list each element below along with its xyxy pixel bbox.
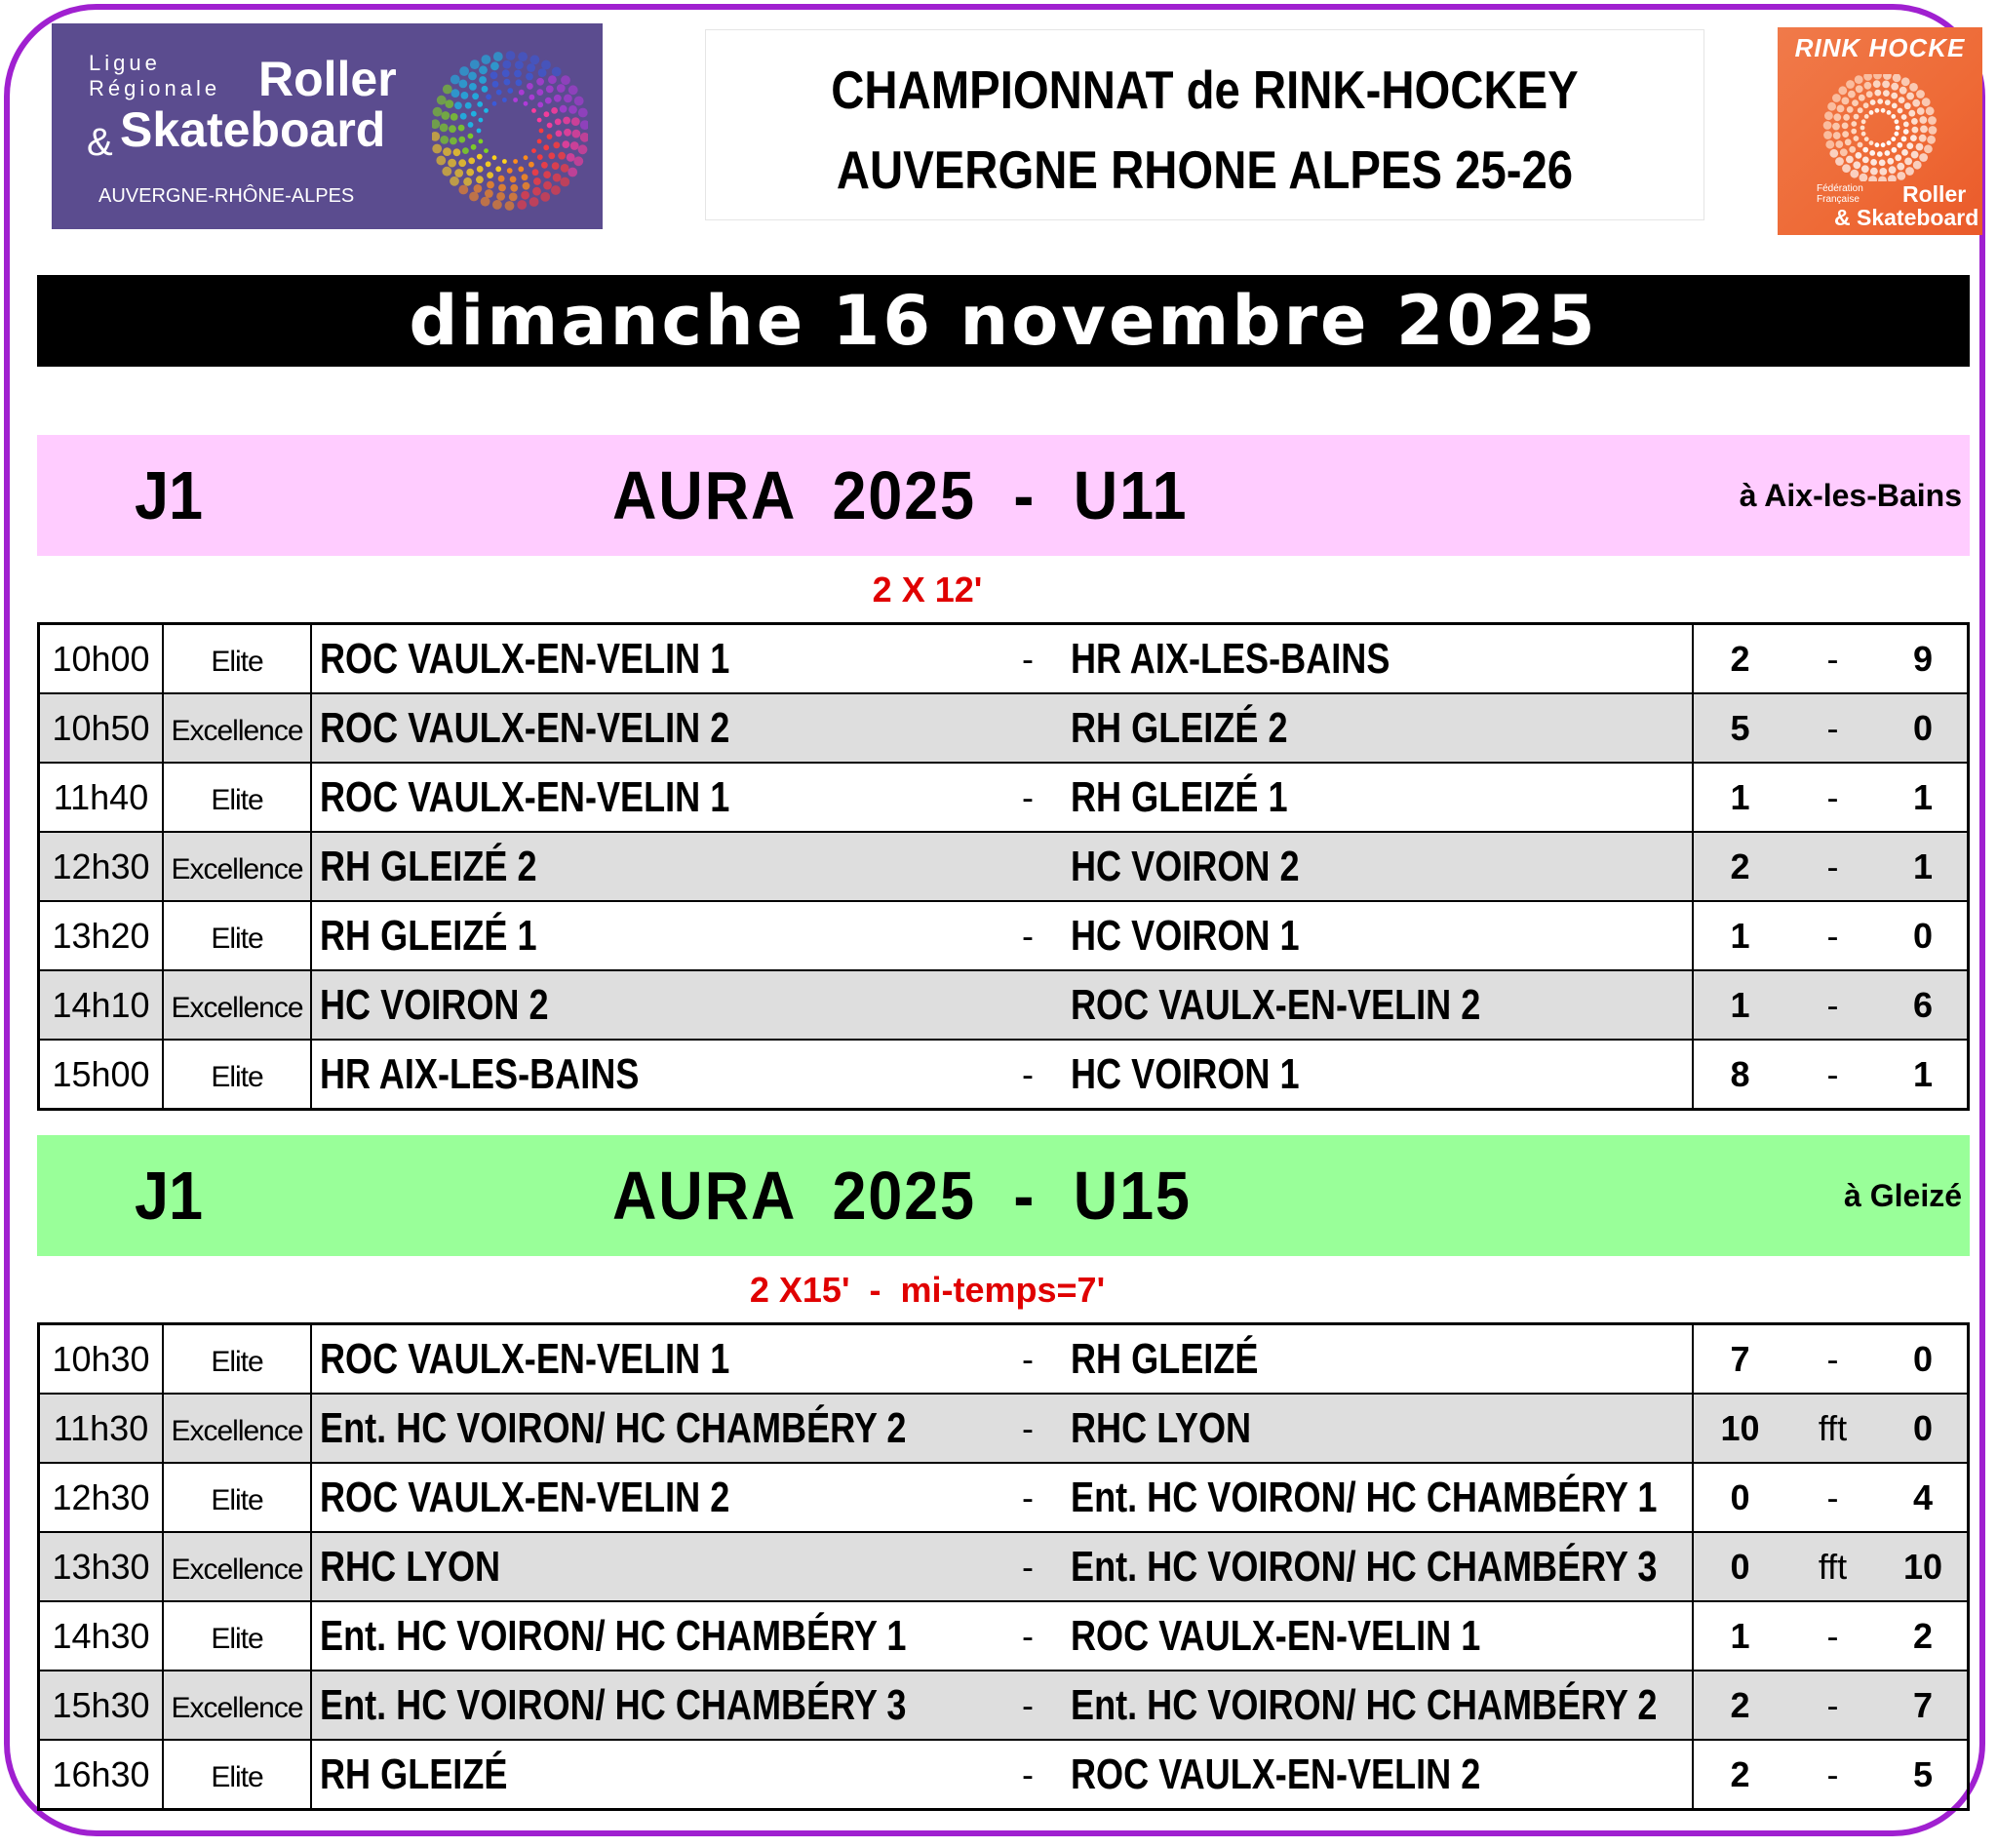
score-separator: - [1786, 624, 1879, 694]
match-time: 11h40 [39, 763, 164, 832]
division-label-cell [163, 832, 311, 901]
away-team: ROC VAULX-EN-VELIN 2 [1071, 980, 1481, 1029]
score-separator: - [1786, 1601, 1879, 1671]
division-label: Elite [211, 1483, 263, 1516]
score-separator: fft [1786, 1394, 1879, 1463]
away-team: HC VOIRON 1 [1071, 1049, 1300, 1098]
away-team: ROC VAULX-EN-VELIN 1 [1071, 1611, 1481, 1660]
away-team: Ent. HC VOIRON/ HC CHAMBÉRY 1 [1071, 1473, 1658, 1521]
versus-separator: - [993, 1601, 1063, 1671]
match-row [39, 832, 1969, 901]
home-team-cell [311, 1532, 993, 1601]
versus-separator: - [993, 1671, 1063, 1740]
championship-title-line1: CHAMPIONNAT de RINK-HOCKEY [831, 59, 1579, 120]
score-separator: - [1786, 901, 1879, 970]
versus-separator: - [993, 901, 1063, 970]
away-team: HR AIX-LES-BAINS [1071, 634, 1390, 683]
division-label-cell [163, 1040, 311, 1110]
away-team: RH GLEIZÉ 2 [1071, 703, 1288, 752]
division-label-cell [163, 1671, 311, 1740]
home-score: 2 [1693, 624, 1786, 694]
home-score: 1 [1693, 763, 1786, 832]
ligue-roller-skateboard-logo [52, 23, 603, 229]
away-score: 7 [1879, 1671, 1969, 1740]
home-team: Ent. HC VOIRON/ HC CHAMBÉRY 2 [320, 1403, 907, 1452]
logo-rink-hockey-text: RINK HOCKE [1794, 33, 1966, 62]
match-row [39, 1324, 1969, 1395]
away-score: 1 [1879, 1040, 1969, 1110]
home-team: Ent. HC VOIRON/ HC CHAMBÉRY 1 [320, 1611, 907, 1660]
match-time: 13h30 [39, 1532, 164, 1601]
division-label-cell [163, 1740, 311, 1810]
away-team-cell [1063, 1394, 1693, 1463]
away-team-cell [1063, 1532, 1693, 1601]
away-team-cell [1063, 1740, 1693, 1810]
away-team-cell [1063, 901, 1693, 970]
versus-separator [993, 832, 1063, 901]
division-label: Excellence [171, 1691, 303, 1724]
home-score: 2 [1693, 832, 1786, 901]
match-row [39, 763, 1969, 832]
away-score: 0 [1879, 1394, 1969, 1463]
division-label: Excellence [171, 1553, 303, 1586]
division-label-cell [163, 901, 311, 970]
away-team: RHC LYON [1071, 1403, 1252, 1452]
match-row [39, 1532, 1969, 1601]
away-score: 5 [1879, 1740, 1969, 1810]
logo-ffrs-text: Fédération Française [1817, 183, 1863, 205]
away-score: 1 [1879, 832, 1969, 901]
home-team-cell [311, 1740, 993, 1810]
division-label: Excellence [171, 1414, 303, 1447]
away-score: 0 [1879, 693, 1969, 763]
home-team: ROC VAULX-EN-VELIN 1 [320, 1334, 730, 1383]
away-team-cell [1063, 1040, 1693, 1110]
match-time: 15h00 [39, 1040, 164, 1110]
score-separator: fft [1786, 1532, 1879, 1601]
away-team-cell [1063, 1671, 1693, 1740]
round-label: J1 [135, 1158, 204, 1234]
match-time: 15h30 [39, 1671, 164, 1740]
match-time: 14h30 [39, 1601, 164, 1671]
versus-separator: - [993, 1463, 1063, 1532]
score-separator: - [1786, 1324, 1879, 1395]
division-label: Elite [211, 1060, 263, 1093]
match-time: 16h30 [39, 1740, 164, 1810]
home-team: ROC VAULX-EN-VELIN 2 [320, 1473, 730, 1521]
rink-hockey-ffrs-logo [1778, 27, 1982, 235]
home-team: ROC VAULX-EN-VELIN 1 [320, 772, 730, 821]
competition-title: AURA 2025 - U15 [612, 1158, 1192, 1234]
u15-matches-table [37, 1322, 1970, 1811]
away-team: HC VOIRON 2 [1071, 842, 1300, 890]
logo-ligue-text: Ligue [89, 51, 161, 75]
match-time: 12h30 [39, 832, 164, 901]
division-label-cell [163, 693, 311, 763]
away-team-cell [1063, 970, 1693, 1040]
versus-separator: - [993, 624, 1063, 694]
score-separator: - [1786, 1740, 1879, 1810]
away-team-cell [1063, 693, 1693, 763]
match-row [39, 1601, 1969, 1671]
away-team-cell [1063, 1324, 1693, 1395]
home-team-cell [311, 1040, 993, 1110]
versus-separator: - [993, 1394, 1063, 1463]
away-team: HC VOIRON 1 [1071, 911, 1300, 960]
match-time: 14h10 [39, 970, 164, 1040]
match-format-note: 2 X 12' [872, 570, 983, 609]
away-score: 1 [1879, 763, 1969, 832]
championship-title-line2: AUVERGNE RHONE ALPES 25-26 [836, 139, 1574, 200]
home-team-cell [311, 763, 993, 832]
match-row [39, 901, 1969, 970]
home-team-cell [311, 832, 993, 901]
home-team-cell [311, 693, 993, 763]
division-label-cell [163, 1324, 311, 1395]
home-team: ROC VAULX-EN-VELIN 2 [320, 703, 730, 752]
division-label: Elite [211, 1622, 263, 1655]
away-team: ROC VAULX-EN-VELIN 2 [1071, 1750, 1481, 1798]
versus-separator [993, 693, 1063, 763]
match-time: 10h50 [39, 693, 164, 763]
match-time: 10h30 [39, 1324, 164, 1395]
logo-ffrs-roller-text: Roller [1902, 181, 1967, 207]
home-team: ROC VAULX-EN-VELIN 1 [320, 634, 730, 683]
away-score: 9 [1879, 624, 1969, 694]
logo-roller-text: Roller [258, 52, 397, 106]
away-team: Ent. HC VOIRON/ HC CHAMBÉRY 2 [1071, 1680, 1658, 1729]
division-label-cell [163, 1601, 311, 1671]
u15-section-header [37, 1135, 1970, 1256]
home-team: RH GLEIZÉ 1 [320, 911, 537, 960]
home-score: 10 [1693, 1394, 1786, 1463]
versus-separator: - [993, 1740, 1063, 1810]
division-label: Excellence [171, 852, 303, 885]
home-team: Ent. HC VOIRON/ HC CHAMBÉRY 3 [320, 1680, 907, 1729]
match-row [39, 1463, 1969, 1532]
away-team-cell [1063, 1601, 1693, 1671]
versus-separator: - [993, 763, 1063, 832]
rainbow-burst-icon [432, 43, 588, 214]
home-team: RHC LYON [320, 1542, 501, 1591]
division-label-cell [163, 1532, 311, 1601]
division-label: Elite [211, 1760, 263, 1793]
venue-label: à Aix-les-Bains [1739, 478, 1962, 513]
match-row [39, 624, 1969, 694]
u11-matches-table [37, 622, 1970, 1111]
division-label: Excellence [171, 991, 303, 1024]
home-team-cell [311, 624, 993, 694]
score-separator: - [1786, 693, 1879, 763]
championship-title-box [705, 29, 1704, 220]
round-label: J1 [135, 457, 204, 533]
away-team-cell [1063, 763, 1693, 832]
logo-amp-text: & [87, 121, 113, 164]
match-time: 13h20 [39, 901, 164, 970]
score-separator: - [1786, 832, 1879, 901]
home-score: 5 [1693, 693, 1786, 763]
sun-burst-icon [1821, 74, 1938, 181]
away-team: RH GLEIZÉ [1071, 1334, 1259, 1383]
division-label-cell [163, 1394, 311, 1463]
home-team-cell [311, 1463, 993, 1532]
home-score: 0 [1693, 1463, 1786, 1532]
home-score: 0 [1693, 1532, 1786, 1601]
match-row [39, 1740, 1969, 1810]
match-row [39, 1040, 1969, 1110]
logo-regionale-text: Régionale [89, 76, 221, 100]
home-team-cell [311, 1601, 993, 1671]
home-score: 1 [1693, 901, 1786, 970]
home-score: 1 [1693, 970, 1786, 1040]
away-score: 2 [1879, 1601, 1969, 1671]
division-label-cell [163, 624, 311, 694]
division-label: Elite [211, 783, 263, 816]
score-separator: - [1786, 970, 1879, 1040]
division-label-cell [163, 1463, 311, 1532]
versus-separator: - [993, 1532, 1063, 1601]
home-score: 1 [1693, 1601, 1786, 1671]
away-score: 6 [1879, 970, 1969, 1040]
home-team-cell [311, 1394, 993, 1463]
score-separator: - [1786, 1040, 1879, 1110]
match-time: 12h30 [39, 1463, 164, 1532]
home-score: 2 [1693, 1740, 1786, 1810]
home-team-cell [311, 901, 993, 970]
away-score: 0 [1879, 1324, 1969, 1395]
home-team: HR AIX-LES-BAINS [320, 1049, 640, 1098]
home-team: RH GLEIZÉ 2 [320, 842, 537, 890]
away-team-cell [1063, 624, 1693, 694]
competition-title: AURA 2025 - U11 [612, 457, 1189, 533]
division-label: Elite [211, 922, 263, 955]
versus-separator: - [993, 1324, 1063, 1395]
u11-section-header [37, 435, 1970, 556]
match-time: 11h30 [39, 1394, 164, 1463]
home-score: 2 [1693, 1671, 1786, 1740]
away-score: 10 [1879, 1532, 1969, 1601]
away-score: 4 [1879, 1463, 1969, 1532]
home-score: 8 [1693, 1040, 1786, 1110]
match-row [39, 1394, 1969, 1463]
away-team: Ent. HC VOIRON/ HC CHAMBÉRY 3 [1071, 1542, 1658, 1591]
division-label-cell [163, 970, 311, 1040]
away-score: 0 [1879, 901, 1969, 970]
home-team-cell [311, 1671, 993, 1740]
versus-separator: - [993, 1040, 1063, 1110]
match-time: 10h00 [39, 624, 164, 694]
home-team-cell [311, 1324, 993, 1395]
match-format-note: 2 X15' - mi-temps=7' [749, 1270, 1106, 1310]
division-label-cell [163, 763, 311, 832]
match-row [39, 970, 1969, 1040]
score-separator: - [1786, 1463, 1879, 1532]
home-team: HC VOIRON 2 [320, 980, 549, 1029]
home-team: RH GLEIZÉ [320, 1750, 508, 1798]
division-label: Elite [211, 645, 263, 678]
away-team-cell [1063, 1463, 1693, 1532]
home-score: 7 [1693, 1324, 1786, 1395]
venue-label: à Gleizé [1844, 1178, 1962, 1213]
versus-separator [993, 970, 1063, 1040]
division-label: Elite [211, 1345, 263, 1378]
logo-skateboard-text: Skateboard [120, 102, 386, 157]
match-row [39, 693, 1969, 763]
score-separator: - [1786, 1671, 1879, 1740]
home-team-cell [311, 970, 993, 1040]
match-date-bar: dimanche 16 novembre 2025 [37, 275, 1970, 367]
away-team-cell [1063, 832, 1693, 901]
logo-region-text: AUVERGNE-RHÔNE-ALPES [98, 185, 355, 207]
logo-ffrs-skateboard-text: & Skateboard [1834, 205, 1979, 230]
away-team: RH GLEIZÉ 1 [1071, 772, 1288, 821]
match-row [39, 1671, 1969, 1740]
division-label: Excellence [171, 714, 303, 747]
score-separator: - [1786, 763, 1879, 832]
